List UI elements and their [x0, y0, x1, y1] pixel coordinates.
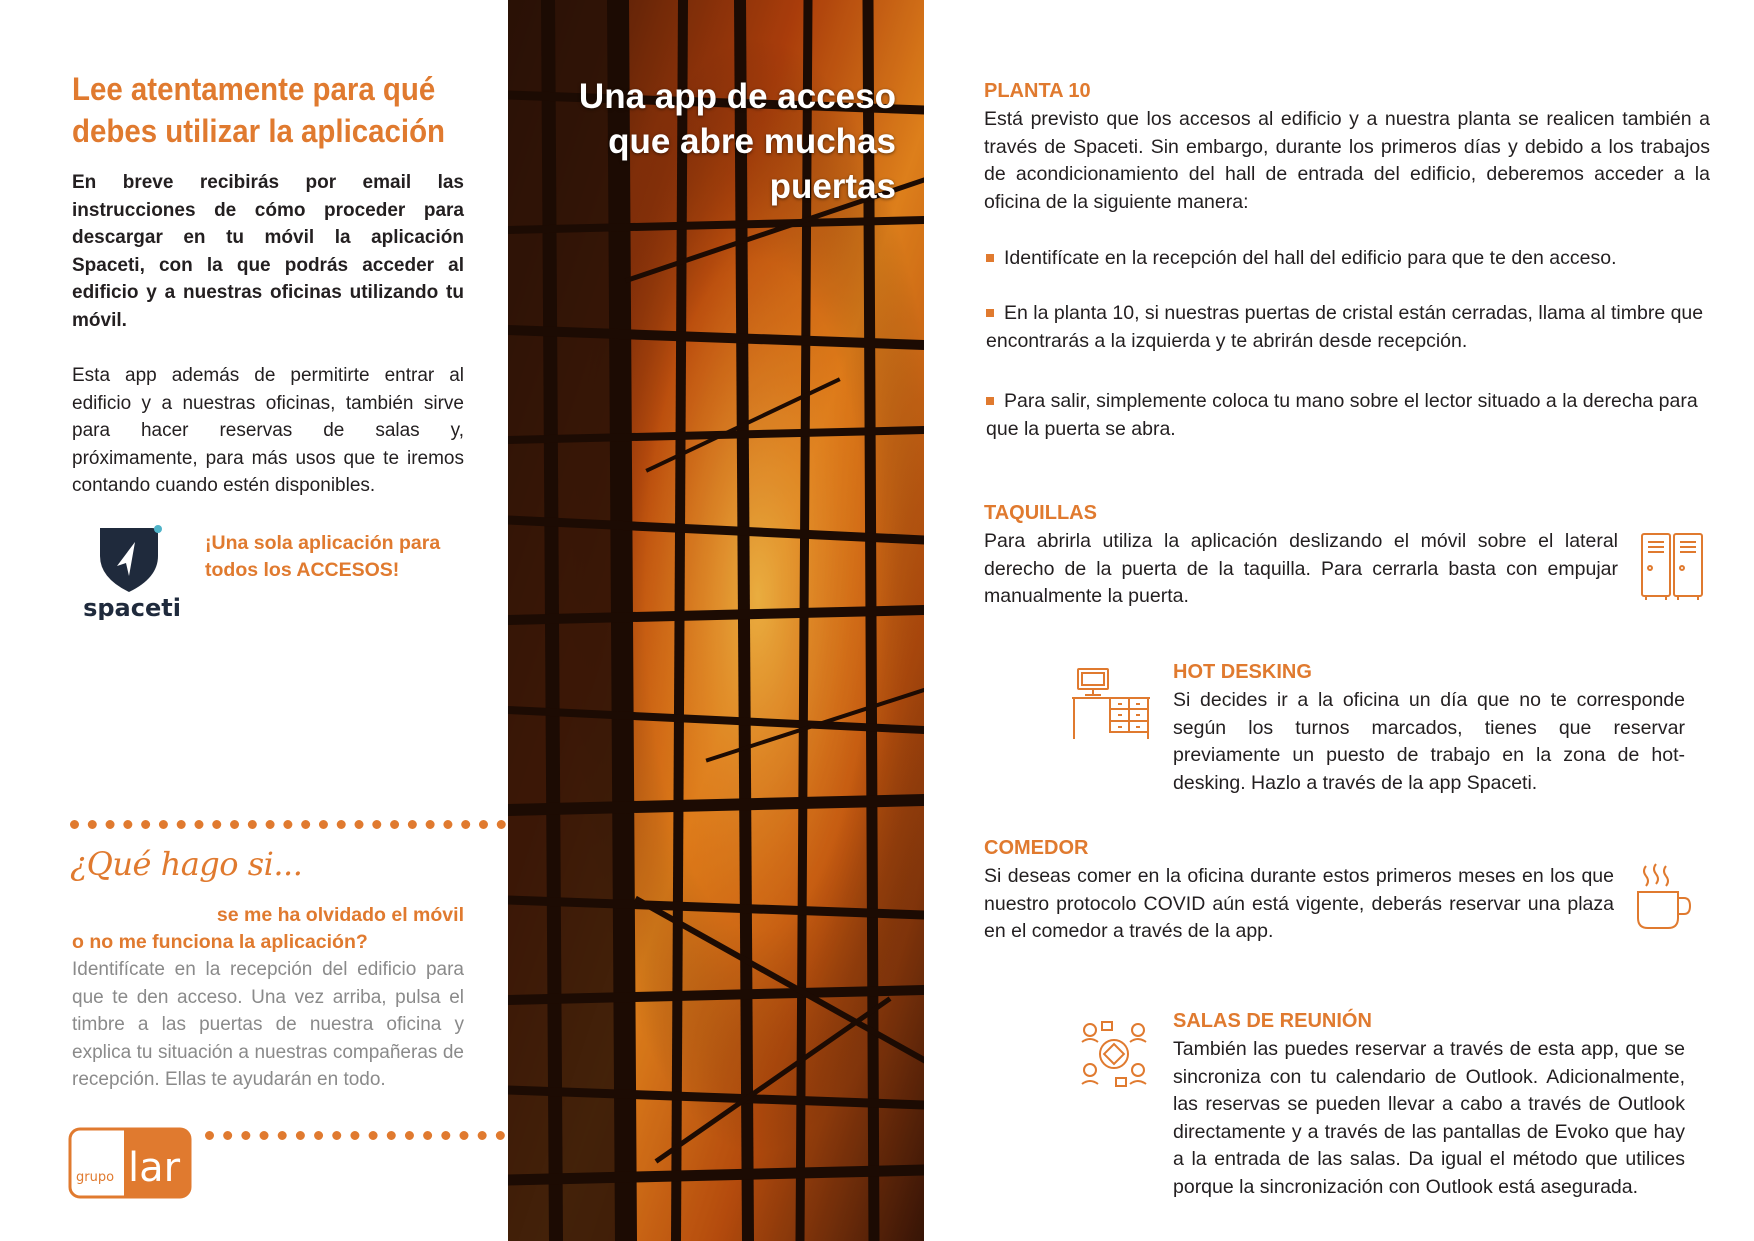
bullet-square-icon [986, 254, 994, 262]
bullet-square-icon [986, 397, 994, 405]
planta-title: PLANTA 10 [984, 80, 1091, 102]
salas-body: También las puedes reservar a través de esta app, que se sincroniza con tu calendario de Outlook. Adicionalmente, las reservas se pueden llevar a cabo a través de Outlook directamente y a través de las pantallas de Evoko que hay a la entrada de las salas. Da igual el método que utilices porque la sincronización con Outlook está asegurada. [1173, 1038, 1685, 1198]
hotdesking-title: HOT DESKING [1173, 661, 1312, 683]
que-hago-title: ¿Qué hago si... [70, 845, 303, 883]
planta-bullet-2-text: En la planta 10, si nuestras puertas de cristal están cerradas, llama al timbre que encontrarás a la izquierda y te abrirán desde recepción. [986, 302, 1704, 352]
grupo-lar-small-text: grupo [76, 1170, 115, 1185]
spaceti-tagline: ¡Una sola aplicación para todos los ACCESOS! [205, 532, 441, 581]
meeting-room-icon [1078, 1018, 1150, 1090]
planta-bullet-3-text: Para salir, simplemente coloca tu mano sobre el lector situado a la derecha para que la puerta se abra. [986, 390, 1698, 440]
spaceti-logo [82, 520, 186, 620]
planta-bullet-3 [986, 388, 1710, 443]
comedor-title: COMEDOR [984, 837, 1089, 859]
que-hago-subtitle-line2: o no me funciona la aplicación? [72, 931, 368, 953]
planta-bullet-1 [986, 245, 1710, 273]
grupo-lar-logo [68, 1127, 194, 1201]
desk-icon [1070, 665, 1152, 740]
spaceti-logo-text: spaceti [83, 594, 181, 620]
comedor-body: Si deseas comer en la oficina durante estos primeros meses en los que nuestro protocolo COVID aún está vigente, deberás reservar una plaza en el comedor a través de la app. [984, 865, 1614, 943]
hotdesking-body: Si decides ir a la oficina un día que no te corresponde según los turnos marcados, tienes que reservar previamente un puesto de trabajo en la zona de hot-desking. Hazlo a través de la app Spaceti. [1173, 689, 1685, 794]
dotted-divider-bottom [205, 1131, 505, 1140]
locker-icon [1640, 532, 1706, 602]
salas-title: SALAS DE REUNIÓN [1173, 1010, 1372, 1032]
que-hago-body: Identifícate en la recepción del edificio para que te den acceso. Una vez arriba, pulsa el timbre a las puertas de nuestra oficina y explica tu situación a nuestras compañeras de recepción. Ellas te ayudarán en todo. [72, 959, 464, 1090]
bullet-square-icon [986, 309, 994, 317]
intro-paragraph: Esta app además de permitirte entrar al edificio y a nuestras oficinas, también sirve para hacer reservas de salas y, próximamente, para más usos que te iremos contando cuando estén disponibles. [72, 365, 464, 496]
center-title: Una app de acceso que abre muchas puertas [578, 77, 896, 206]
planta-body: Está previsto que los accesos al edificio y a nuestra planta se realicen también a través de Spaceti. Sin embargo, durante los primeros días y debido a los trabajos de acondicionamiento del hall de entrada del edificio, deberemos acceder a la oficina de la siguiente manera: [984, 108, 1710, 213]
planta-bullet-1-text: Identifícate en la recepción del hall del edificio para que te den acceso. [1004, 247, 1617, 269]
dotted-divider-top [70, 820, 506, 829]
planta-bullet-2 [986, 300, 1710, 355]
coffee-cup-icon [1634, 862, 1692, 932]
taquillas-title: TAQUILLAS [984, 502, 1097, 524]
grupo-lar-big-text: lar [128, 1145, 181, 1191]
intro-bold-paragraph: En breve recibirás por email las instrucciones de cómo proceder para descargar en tu móvil la aplicación Spaceti, con la que podrás acceder al edificio y a nuestras oficinas utilizando tu móvil. [72, 172, 464, 331]
page-title: Lee atentamente para qué debes utilizar la aplicación [72, 71, 446, 149]
que-hago-subtitle-line1: se me ha olvidado el móvil [216, 904, 464, 926]
taquillas-body: Para abrirla utiliza la aplicación deslizando el móvil sobre el lateral derecho de la puerta de la taquilla. Para cerrarla basta con empujar manualmente la puerta. [984, 530, 1618, 608]
